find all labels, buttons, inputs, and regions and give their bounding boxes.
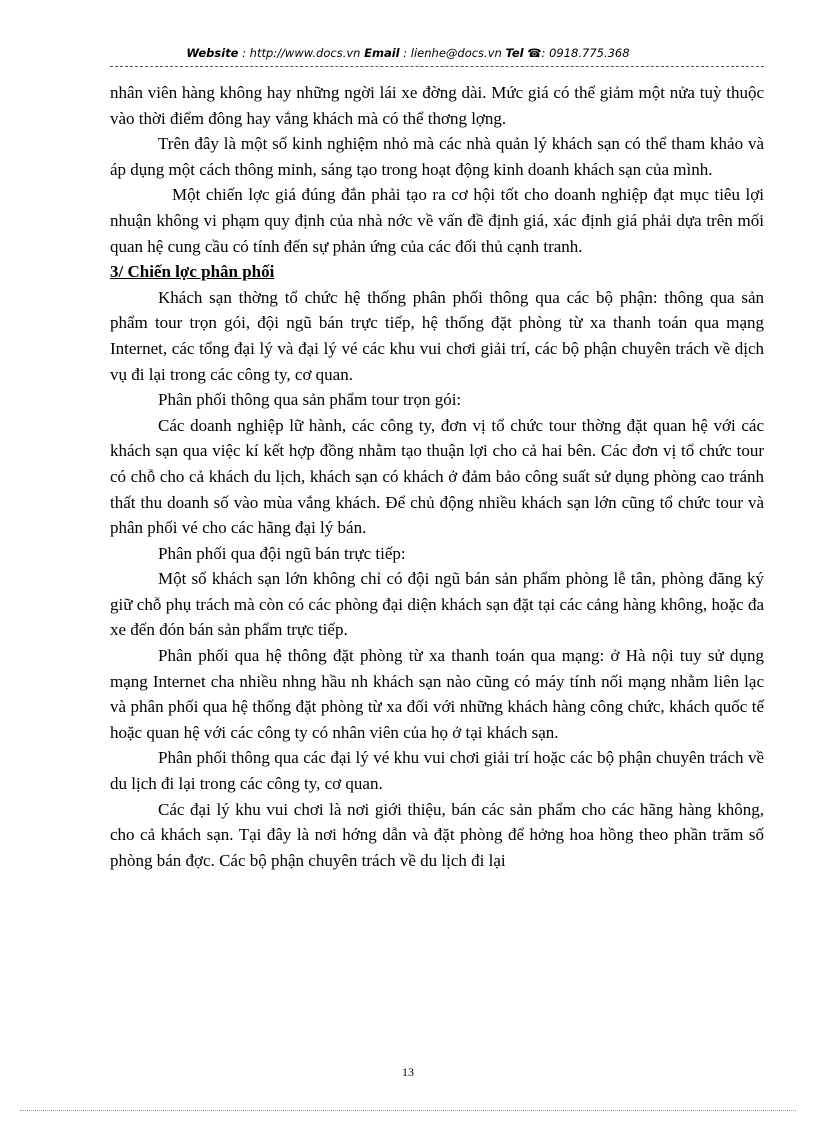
paragraph-1: nhân viên hàng không hay những ngời lái xe đờng dài. Mức giá có thể giảm một nửa tuỳ thuộc vào thời điểm đông hay vắng khách mà có thể thơng lợng.	[110, 83, 764, 128]
paragraph-11: Các đại lý khu vui chơi là nơi giới thiệu, bán các sản phẩm cho các hãng hàng không, cho cả khách sạn. Tại đây là nơi hớng dẫn và đặt phòng để hởng hoa hồng theo phần trăm số phòng bán đợc. Các bộ phận chuyên trách về du lịch đi lại	[110, 799, 764, 870]
header-divider	[110, 66, 764, 67]
paragraph-4: Khách sạn thờng tổ chức hệ thống phân phối thông qua các bộ phận: thông qua sản phẩm tour trọn gói, đội ngũ bán trực tiếp, hệ thống đặt phòng từ xa thanh toán qua mạng Internet, các tổng đại lý và đại lý vé các khu vui chơi giải trí, các bộ phận chuyên trách về dịch vụ đi lại trong các công ty, cơ quan.	[110, 287, 764, 384]
tel-label: Tel	[505, 46, 524, 60]
paragraph-9: Phân phối qua hệ thông đặt phòng từ xa thanh toán qua mạng: ở Hà nội tuy sử dụng mạng Internet cha nhiều nhng hầu nh khách sạn nào cũng có máy tính nối mạng nhằm liên lạc và phân phối qua hệ thống đặt phòng từ xa đối với những khách hàng công chức, khách quốc tế hoặc quan hệ với các công ty có nhân viên của họ ở tại khách sạn.	[110, 646, 764, 742]
website-label: Website	[186, 46, 239, 60]
website-value: : http://www.docs.vn	[238, 46, 365, 60]
email-label: Email	[364, 46, 400, 60]
page-number: 13	[402, 1065, 414, 1079]
document-body	[110, 80, 764, 873]
paragraph-7: Phân phối qua đội ngũ bán trực tiếp:	[158, 543, 406, 563]
page-header	[0, 46, 816, 60]
paragraph-2: Trên đây là một số kinh nghiệm nhỏ mà các nhà quản lý khách sạn có thể tham khảo và áp dụng một cách thông minh, sáng tạo trong hoạt động kinh doanh khách sạn của mình.	[110, 134, 764, 179]
paragraph-10: Phân phối thông qua các đại lý vé khu vui chơi giải trí hoặc các bộ phận chuyên trách về du lịch đi lại trong các công ty, cơ quan.	[110, 748, 764, 794]
email-value: : lienhe@docs.vn	[399, 46, 506, 60]
paragraph-5: Phân phối thông qua sản phẩm tour trọn gói:	[158, 390, 462, 410]
paragraph-3: Một chiến lợc giá đúng đắn phải tạo ra cơ hội tốt cho doanh nghiệp đạt mục tiêu lợi nhuận không vi phạm quy định của nhà nớc về vấn đề định giá, xác định giá phải dựa trên mối quan hệ cung cầu có tính đến sự phản ứng của các đối thủ cạnh tranh.	[110, 185, 764, 256]
tel-value: : 0918.775.368	[541, 46, 630, 60]
paragraph-8: Một số khách sạn lớn không chỉ có đội ngũ bán sản phẩm phòng lễ tân, phòng đăng ký giữ chỗ phụ trách mà còn có các phòng đại diện khách sạn đặt tại các cảng hàng không, hoặc đa xe đến đón bán sản phẩm trực tiếp.	[110, 569, 764, 640]
paragraph-6: Các doanh nghiệp lữ hành, các công ty, đơn vị tổ chức tour thờng đặt quan hệ với các khách sạn qua việc kí kết hợp đồng nhằm tạo thuận lợi cho cả hai bên. Các đơn vị tổ chức tour có chỗ cho cả khách du lịch, khách sạn có khách ở đảm bảo công suất sử dụng phòng cao tránh thất thu doanh số vào mùa vắng khách. Để chủ động nhiều khách sạn lớn cũng tổ chức tour và phân phối vé cho các hãng đại lý bán.	[110, 415, 764, 538]
section-title: 3/ Chiến lợc phân phối	[110, 262, 275, 282]
phone-icon: ☎	[527, 46, 542, 60]
footer-divider	[20, 1110, 796, 1111]
